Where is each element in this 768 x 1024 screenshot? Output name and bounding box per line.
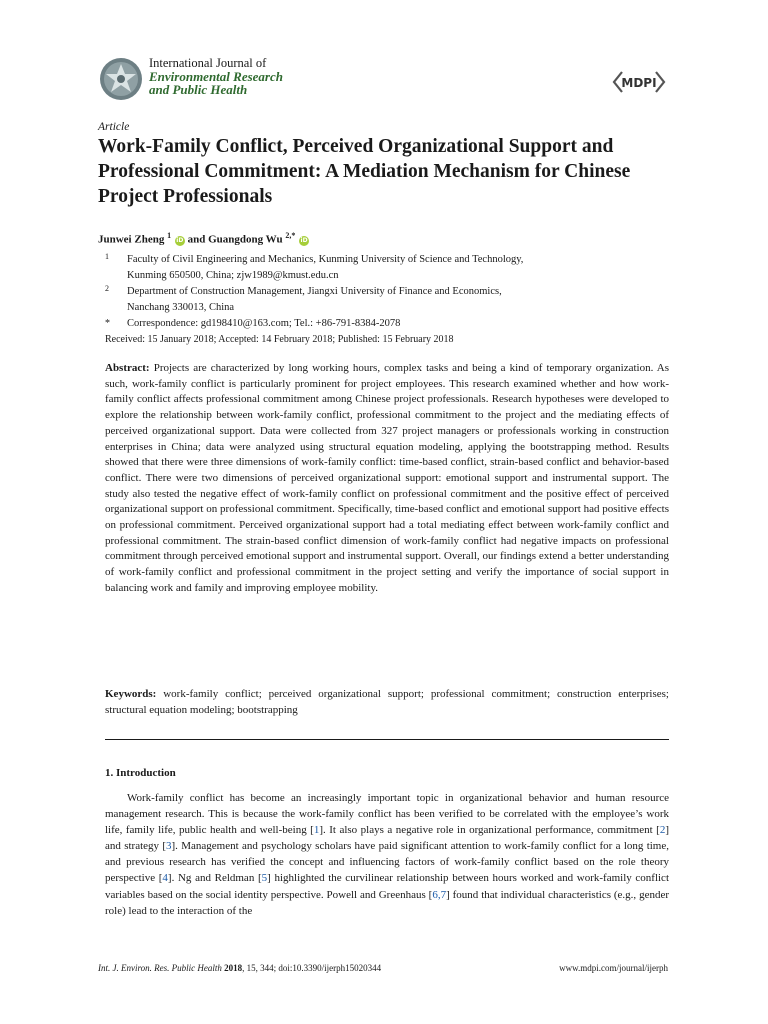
footer-url[interactable]: www.mdpi.com/journal/ijerph [559,963,668,973]
affiliation [105,284,685,316]
affiliation-line: Faculty of Civil Engineering and Mechanics, Kunming University of Science and Technology, [127,254,524,265]
body-text: ] found that individual characteristics (e.g., gender role) lead to the interaction of the [105,888,669,917]
journal-name-line3: and Public Health [149,82,248,97]
keywords [105,686,669,718]
body-text: ] and strategy [ [105,824,669,853]
orcid-icon[interactable]: iD [176,236,184,244]
keywords-text: work-family conflict; perceived organizational support; professional commitment; construction enterprises; structural equation modeling; bootstrapping [105,688,669,716]
abstract-label: Abstract: [105,362,150,374]
affiliation-mark: 2 [105,284,109,293]
author-joiner: and [187,233,206,246]
journal-name-line1: International Journal of [149,56,267,70]
citation-link[interactable]: 3 [166,840,172,853]
journal-logo [98,56,144,102]
citation-link[interactable]: 6,7 [432,888,447,901]
body-text: Work-family conflict has become an increasingly important topic in organizational behavior and human resource management research. This is because the work-family conflict has been verified to be correlated with the employee’s work life, family life, public health and well-being [ [105,792,669,837]
orcid-icon[interactable]: iD [300,236,308,244]
citation-link[interactable]: 5 [261,872,268,885]
footer-citation [98,963,381,973]
abstract [105,361,669,597]
body-text: ]. Ng and Reldman [ [167,872,262,885]
author-affiliation-mark: 1 [167,231,172,240]
publisher-logo [610,70,668,96]
affiliations [105,252,685,332]
author-name[interactable]: Junwei Zheng [98,233,165,246]
divider [105,739,669,740]
paper-title: Work-Family Conflict, Perceived Organizational Support and Professional Commitment: A Mediation Mechanism for Chinese Project Professionals [98,136,631,207]
affiliation-line: Kunming 650500, China; zjw1989@kmust.edu.cn [127,270,339,281]
journal-name-line2: Environmental Research [149,69,283,84]
author-name[interactable]: Guangdong Wu [208,233,283,246]
body-text: ]. It also plays a negative role in organizational performance, commitment [ [319,824,660,837]
abstract-text: Projects are characterized by long working hours, complex tasks and being a kind of temporary organization. As such, work-family conflict is particularly prominent for project employees. This research examined whether and how work-family conflict affects professional commitment among Chinese project professionals. Research hypotheses were developed to explore the relationship between work-family conflict, professional commitment to the project and the mediating effects of perceived organizational support. Data were collected from 327 project managers or professionals working in construction enterprises in China; data were analyzed using structural equation modeling, applying the bootstrapping method. Results showed that there were three dimensions of work-family conflict: time-based conflict, strain-based conflict and behavior-based conflict. There were two dimensions of perceived organizational support: emotional support and instrumental support. The study also tested the negative effect of work-family conflict on professional commitment and the positive effect of perceived organizational support on professional commitment. Specifically, time-based conflict and emotional support had positive effects on professional commitment. Perceived organizational support had a total mediating effect between work-family conflict and professional commitment. The strain-based conflict dimension of work-family conflict had negative impacts on professional commitment through perceived emotional support and instrumental support. Overall, our findings extend a better understanding of work-family conflict and professional commitment in the project setting and verify the importance of social support in balancing work and family and improving employee mobility. [105,362,670,594]
footer-doi[interactable]: , 15, 344; doi:10.3390/ijerph15020344 [242,963,382,973]
affiliation [105,252,685,284]
affiliation-line: Nanchang 330013, China [127,302,235,313]
section-heading: 1. Introduction [105,767,176,779]
body-text: ] highlighted the curvilinear relationship between hours worked and work-family conflict variables based on the social identity perspective. Powell and Greenhaus [ [105,872,669,901]
section-body [105,790,669,919]
keywords-label: Keywords: [105,688,157,700]
correspondence-line: Correspondence: gd198410@163.com; Tel.: +86-791-8384-2078 [127,318,401,329]
article-type: Article [98,121,130,133]
affiliation-mark: 1 [105,252,109,261]
citation-link[interactable]: 4 [162,872,168,885]
body-text: ]. Management and psychology scholars have paid significant attention to work-family conflict for a long time, and previous research has verified the concept and influencing factors of work-family conflict based on the role theory perspective [ [105,840,669,885]
correspondence [105,316,685,332]
publication-dates: Received: 15 January 2018; Accepted: 14 February 2018; Published: 15 February 2018 [105,334,454,345]
citation-link[interactable]: 2 [659,824,666,837]
footer-year: 2018 [224,963,243,973]
publisher-logo-text: MDPI [621,76,657,90]
affiliation-mark: * [105,318,110,329]
footer-journal: Int. J. Environ. Res. Public Health [98,963,222,973]
author-list [98,231,309,246]
affiliation-line: Department of Construction Management, Jiangxi University of Finance and Economics, [127,286,502,297]
citation-link[interactable]: 1 [313,824,320,837]
author-affiliation-mark: 2,* [285,231,296,240]
journal-name [149,57,283,96]
